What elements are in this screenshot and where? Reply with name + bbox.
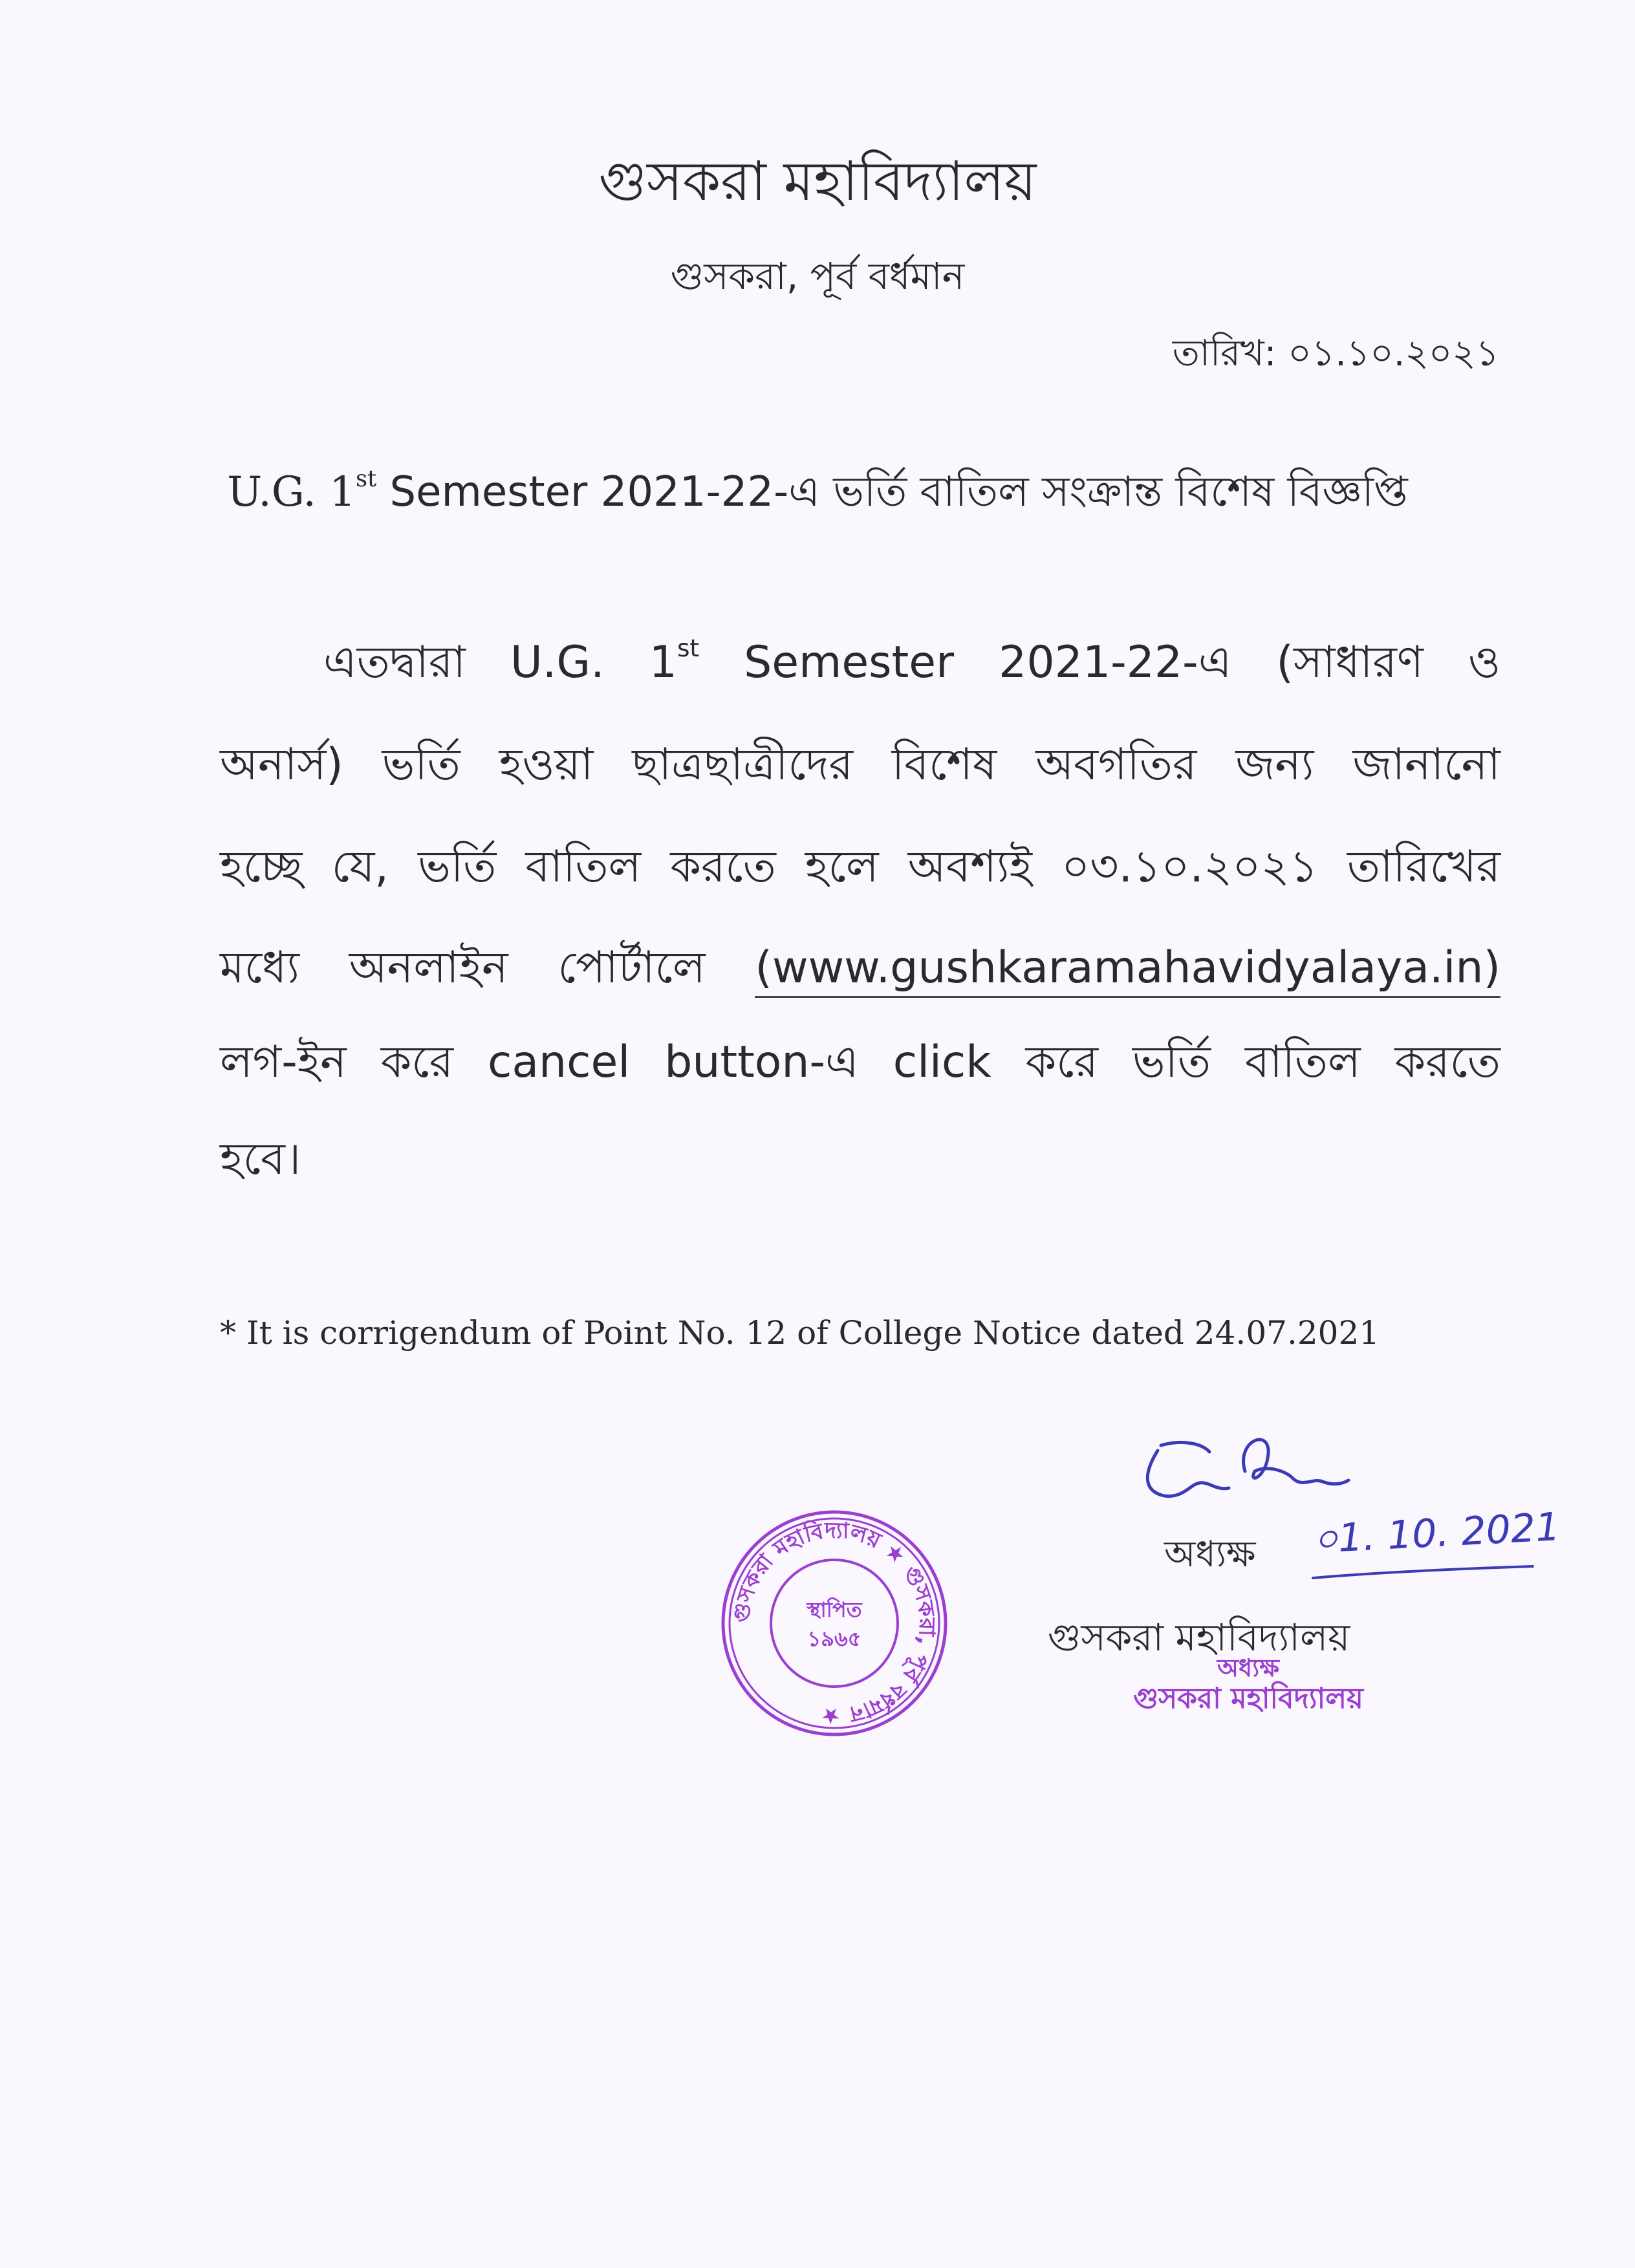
college-seal	[718, 1507, 951, 1740]
date-underline	[1310, 1564, 1536, 1583]
body-line-4-text: মধ্যে অনলাইন পোর্টালে	[220, 942, 755, 993]
body-line-6: হবে।	[220, 1134, 301, 1185]
seal-center-established: স্থাপিত	[807, 1597, 862, 1622]
college-location: গুসকরা, পূর্ব বর্ধমান	[670, 254, 965, 298]
portal-url: (www.gushkaramahavidyalaya.in)	[755, 942, 1500, 998]
footnote: * It is corrigendum of Point No. 12 of College Notice dated 24.07.2021	[220, 1314, 1380, 1352]
body-line-5: লগ-ইন করে cancel button-এ click করে ভর্তি বাতিল করতে	[220, 1037, 1500, 1088]
notice-heading	[0, 460, 1635, 530]
notice-date: তারিখ: ০১.১০.২০২১	[1172, 332, 1499, 374]
heading-sup: st	[355, 466, 377, 493]
rubber-stamp-college: গুসকরা মহাবিদ্যালয়	[1133, 1681, 1363, 1715]
rubber-stamp-title: অধ্যক্ষ	[1217, 1654, 1279, 1682]
college-title: গুসকরা মহাবিদ্যালয়	[598, 149, 1037, 213]
seal-ring-text: গুসকরা মহাবিদ্যালয় ★ গুসকরা, পূর্ব বর্ধমান ★	[728, 1517, 940, 1729]
principal-rubber-stamp	[1087, 1654, 1410, 1715]
body-line-3: হচ্ছে যে, ভর্তি বাতিল করতে হলে অবশ্যই ০৩.১০.২০২১ তারিখের	[220, 841, 1500, 892]
body-line-1-pre: এতদ্বারা U.G. 1	[323, 637, 677, 688]
body-line-2: অনার্স) ভর্তি হওয়া ছাত্রছাত্রীদের বিশেষ অবগতির জন্য জানানো	[220, 739, 1500, 790]
body-line-4	[220, 939, 1500, 997]
heading-pre: U.G. 1	[227, 468, 356, 516]
principal-title: অধ্যক্ষ	[1164, 1533, 1256, 1575]
heading-post: Semester 2021-22-এ ভর্তি বাতিল সংক্রান্ত বিশেষ বিজ্ঞপ্তি	[376, 468, 1408, 516]
body-line-1-post: Semester 2021-22-এ (সাধারণ ও	[699, 637, 1500, 688]
body-line-1	[220, 634, 1500, 692]
seal-center-year: ১৯৬৫	[807, 1626, 861, 1651]
principal-signature	[1138, 1426, 1352, 1523]
handwritten-date: ০1. 10. 2021	[1312, 1504, 1561, 1562]
signature-college-name: গুসকরা মহাবিদ্যালয়	[1048, 1615, 1350, 1659]
body-line-1-sup: st	[677, 634, 700, 663]
